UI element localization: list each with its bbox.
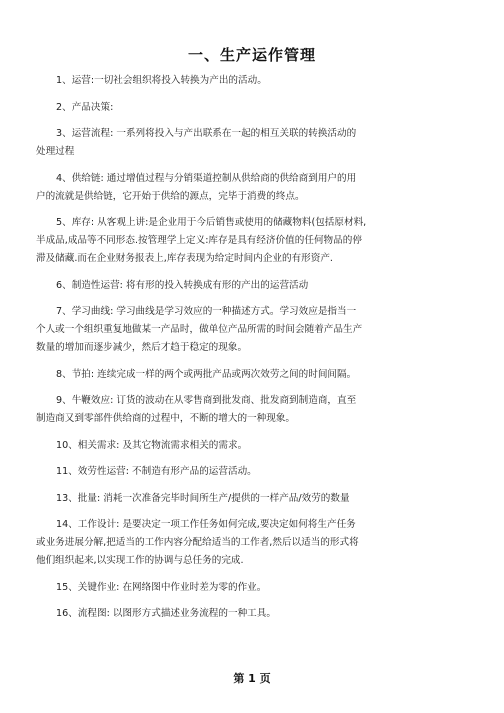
- paragraph-line: 1、运营:一切社会组织将投入转换为产出的活动。: [56, 75, 267, 86]
- paragraph-line: 2、产品决策:: [56, 101, 114, 113]
- paragraph-line: 15、关键作业: 在网络图中作业时差为零的作业。: [56, 581, 267, 593]
- paragraph-line: 数量的增加而逐步减少，然后才趋于稳定的现象。: [36, 342, 248, 353]
- paragraph: [36, 437, 474, 455]
- paragraph: [36, 490, 474, 508]
- paragraph-line: 5、库存: 从客观上讲:是企业用于今后销售或使用的储藏物料(包括原材料,: [56, 217, 367, 228]
- paragraph: [36, 170, 474, 206]
- paragraph-line: 8、节拍: 连续完成一样的两个或两批产品或两次效劳之间的时间间隔。: [56, 368, 357, 380]
- paragraph-line: 制造商又到零部件供给商的过程中，不断的增大的一种现象。: [36, 413, 296, 424]
- document-title: 一、生产运作管理: [187, 46, 316, 64]
- paragraph-line: 半成品,成品等不同形态.按管理学上定义:库存是具有经济价值的任何物品的停: [36, 235, 362, 246]
- paragraph-line: 个人或一个组织重复地做某一产品时，做单位产品所需的时间会随着产品生产: [36, 324, 363, 335]
- paragraph-line: 11、效劳性运营: 不制造有形产品的运营活动。: [56, 466, 257, 477]
- paragraph-line: 或业务进展分解,把适当的工作内容分配给适当的工作者,然后以适当的形式将: [36, 537, 359, 548]
- paragraph: [36, 605, 474, 623]
- paragraph: [36, 214, 474, 268]
- paragraph-line: 处理过程: [36, 146, 75, 157]
- paragraph: [36, 392, 474, 428]
- paragraph: [36, 99, 474, 117]
- paragraph-line: 户的流就是供给链，它开始于供给的源点，完毕于消费的终点。: [36, 190, 305, 202]
- paragraph-line: 9、牛鞭效应: 订货的波动在从零售商到批发商、批发商到制造商，直至: [56, 395, 357, 406]
- paragraph: [36, 366, 474, 384]
- paragraph: [36, 463, 474, 481]
- paragraph: [36, 579, 474, 597]
- paragraph-line: 4、供给链: 通过增值过程与分销渠道控制从供给商的供给商到用户的用: [56, 172, 357, 184]
- paragraph-line: 6、制造性运营: 将有形的投入转换成有形的产出的运营活动: [56, 279, 309, 291]
- paragraph: [36, 516, 474, 570]
- document-body: [36, 72, 474, 632]
- paragraph: [36, 125, 474, 161]
- paragraph-line: 他们组织起来,以实现工作的协调与总任务的完成.: [36, 555, 244, 566]
- paragraph-line: 3、运营流程: 一系列将投入与产出联系在一起的相互关联的转换活动的: [56, 128, 357, 139]
- page-number: 第 1 页: [233, 672, 271, 685]
- paragraph: [36, 277, 474, 295]
- paragraph-line: 16、流程图: 以图形方式描述业务流程的一种工具。: [56, 608, 276, 619]
- paragraph-line: 14、工作设计: 是要决定一项工作任务如何完成,要决定如何将生产任务: [56, 519, 356, 530]
- paragraph-line: 13、批量: 消耗一次准备完毕时间所生产/提供的一样产品/效劳的数量: [56, 492, 350, 504]
- paragraph-line: 10、相关需求: 及其它物流需求相关的需求。: [56, 439, 248, 451]
- paragraph: [36, 72, 474, 90]
- paragraph-line: 7、学习曲线: 学习曲线是学习效应的一种描述方式。学习效应是指当一: [56, 306, 357, 317]
- paragraph-line: 滞及储藏.而在企业财务报表上,库存表现为给定时间内企业的有形资产.: [36, 253, 333, 264]
- paragraph: [36, 303, 474, 357]
